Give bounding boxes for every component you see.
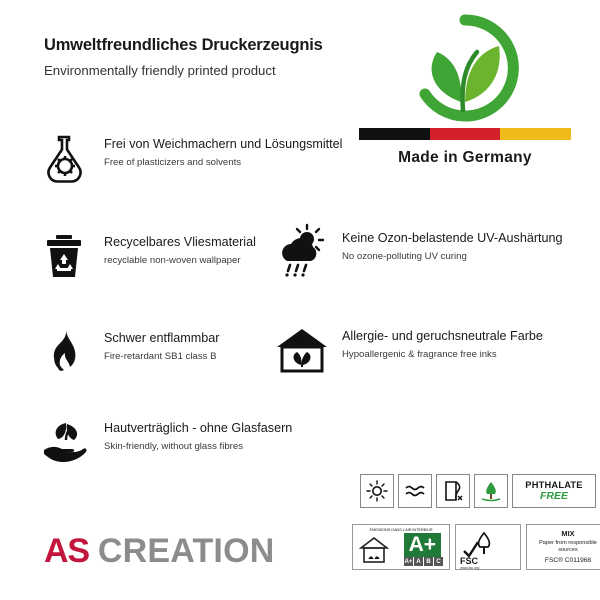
sun-cloud-rain-icon: [272, 222, 332, 282]
leaf-logo-icon: [403, 14, 527, 122]
fsc-badge: [455, 524, 521, 570]
page-title: Umweltfreundliches Druckerzeugnis: [44, 36, 323, 54]
phthalate-line1: PHTHALATE: [525, 479, 583, 490]
emissions-caption: ÉMISSIONS DANS L’AIR INTÉRIEUR: [369, 527, 433, 532]
brand-creation: CREATION: [97, 532, 275, 570]
german-flag: [359, 128, 571, 140]
certification-label-row: [352, 524, 600, 570]
feature-recyclable: [34, 226, 256, 286]
emissions-scale: [404, 557, 443, 566]
fsc-tree-checkmark-icon: [462, 529, 496, 559]
feature-subtitle: Free of plasticizers and solvents: [104, 156, 242, 168]
certification-icon-row: [360, 474, 596, 508]
feature-subtitle: Hypoallergenic & fragrance free inks: [342, 348, 497, 360]
strippable-icon: [436, 474, 470, 508]
house-leaf-icon: [272, 320, 332, 380]
feature-title: Hautverträglich - ohne Glasfasern: [104, 421, 293, 435]
feature-no-uv-curing: [272, 222, 563, 282]
fsc-code: FSC® C011968: [544, 556, 592, 564]
scale-step: B: [424, 557, 433, 566]
as-creation-logo: [44, 534, 274, 568]
brand-as: AS: [44, 532, 89, 570]
fsc-mix-text: Paper from responsible sources: [539, 540, 597, 553]
page-subtitle: Environmentally friendly printed product: [44, 62, 276, 78]
page-header: [44, 36, 374, 78]
flask-gear-icon: [34, 128, 94, 188]
house-emissions-icon: [359, 535, 389, 565]
scale-step: C: [434, 557, 443, 566]
emissions-label: [352, 524, 450, 570]
feature-title: Recycelbares Vliesmaterial: [104, 235, 256, 249]
feature-subtitle: Fire-retardant SB1 class B: [104, 350, 217, 362]
fsc-label: FSC: [460, 556, 478, 566]
light-fastness-icon: [360, 474, 394, 508]
phthalate-free-badge: [512, 474, 596, 508]
hand-plant-icon: [34, 412, 94, 472]
made-in-germany-block: [340, 14, 590, 167]
fsc-url: www.fsc.org: [460, 566, 480, 570]
tree-recycling-icon: [474, 474, 508, 508]
feature-plasticizer-free: [34, 128, 342, 188]
washable-icon: [398, 474, 432, 508]
feature-title: Keine Ozon-belastende UV-Aushärtung: [342, 231, 563, 245]
feature-title: Schwer entflammbar: [104, 331, 220, 345]
feature-fragrance-free: [272, 320, 543, 380]
feature-fire-retardant: [34, 322, 219, 382]
scale-step: A: [414, 557, 423, 566]
flame-icon: [34, 322, 94, 382]
feature-title: Frei von Weichmachern und Lösungsmittel: [104, 137, 343, 151]
emissions-grade: A+: [404, 533, 441, 557]
recycle-bin-icon: [34, 226, 94, 286]
feature-title: Allergie- und geruchsneutrale Farbe: [342, 329, 543, 343]
fsc-mix-title: MIX: [561, 529, 575, 538]
fsc-mix-box: [526, 524, 600, 570]
feature-subtitle: Skin-friendly, without glass fibres: [104, 440, 243, 452]
feature-skin-friendly: [34, 412, 292, 472]
made-in-germany-label: Made in Germany: [398, 149, 532, 166]
feature-subtitle: No ozone-polluting UV curing: [342, 250, 467, 262]
scale-step: A+: [404, 558, 413, 565]
feature-subtitle: recyclable non-woven wallpaper: [104, 254, 241, 266]
phthalate-line2: FREE: [539, 489, 568, 502]
